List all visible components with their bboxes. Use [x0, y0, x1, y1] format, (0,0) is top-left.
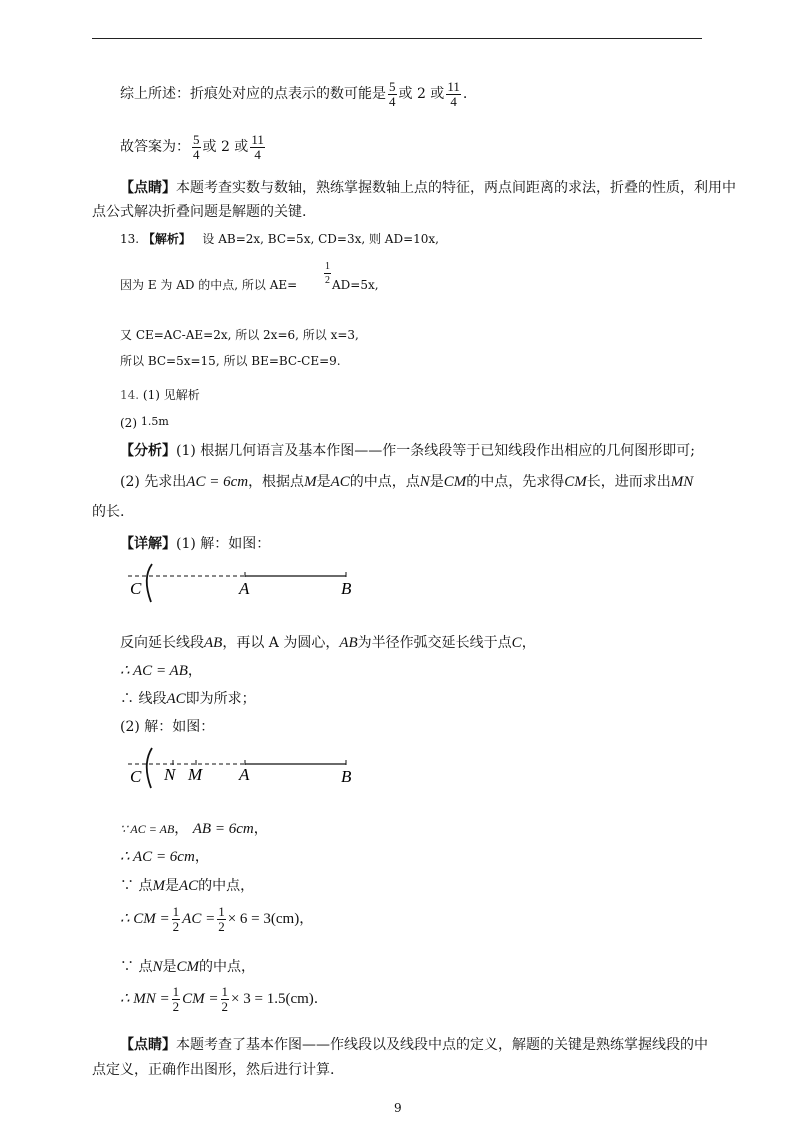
label-c: C [130, 767, 142, 786]
q14-therefore2: ∴ 线段AC即为所求； [120, 691, 256, 707]
q13-line1: 13. 【解析】 设 AB=2x, BC=5x, CD=3x, 则 AD=10x, [120, 232, 439, 246]
label-a: A [239, 765, 250, 784]
fraction: $\frac{1}{2}$ [218, 904, 225, 934]
q14-because1: ∵ AC = AB， AB = 6cm， [120, 821, 268, 837]
q13-line2b: AD=5x, [332, 278, 379, 292]
q14-analysis3: 的长. [92, 504, 125, 520]
fraction: $\frac{11}{4}$ [447, 79, 460, 109]
compass-arc [147, 564, 152, 602]
q13-line3: 又 CE=AC-AE=2x, 所以 2x=6, 所以 x=3, [120, 328, 359, 342]
label-m: M [188, 765, 203, 784]
figure-1 [120, 560, 380, 606]
fraction: $\frac{5}{4}$ [193, 132, 200, 162]
q14-detail1: 【详解】(1) 解：如图： [120, 536, 271, 552]
q14-answer1: 14. (1) 见解析 [120, 388, 200, 402]
label-n: N [164, 765, 176, 784]
q14-because3: ∵ 点N是CM的中点， [120, 959, 255, 975]
q14-analysis1: 【分析】(1) 根据几何语言及基本作图——作一条线段等于已知线段作出相应的几何图形即可; [120, 443, 695, 459]
answer-line: 故答案为： $\frac{5}{4}$ 或 2 或 $\frac{11}{4}$ [120, 132, 264, 162]
q14-comment2: 点定义，正确作出图形，然后进行计算. [92, 1062, 335, 1078]
comment-12-line2: 点公式解决折叠问题是解题的关键. [92, 204, 307, 220]
q14-comment1: 【点睛】本题考查了基本作图——作线段以及线段中点的定义，解题的关键是熟练掌握线段的中 [120, 1037, 708, 1053]
q14-answer2: (2) 1.5m [120, 415, 169, 430]
q14-because2: ∵ 点M是AC的中点， [120, 878, 255, 894]
fraction: $\frac{1}{2}$ [172, 904, 180, 934]
header-rule [92, 38, 702, 39]
summary-line: 综上所述：折痕处对应的点表示的数可能是 $\frac{5}{4}$ 或 2 或 $\frac{11}{4}$ . [120, 79, 468, 109]
q13-line4: 所以 BC=5x=15, 所以 BE=BC-CE=9. [120, 354, 341, 368]
fraction: $\frac{11}{4}$ [251, 132, 264, 162]
label-b: B [341, 767, 352, 786]
q14-therefore3: ∴ AC = 6cm， [120, 849, 209, 865]
comment-12-line1: 【点睛】本题考查实数与数轴，熟练掌握数轴上点的特征，两点间距离的求法，折叠的性质，利用中 [120, 180, 736, 196]
q14-analysis2: (2) 先求出AC = 6cm，根据点M是AC的中点，点N是CM的中点，先求得CM长，进而求出MN [120, 474, 694, 490]
q13-line2a: 因为 E 为 AD 的中点, 所以 AE= [120, 278, 298, 292]
label-c: C [130, 579, 142, 598]
figure-2 [120, 744, 380, 790]
q14-equation2: ∴ MN = $\frac{1}{2}$ CM = $\frac{1}{2}$ × 3 = 1.5(cm). [120, 984, 319, 1014]
q14-therefore1: ∴ AC = AB， [120, 663, 202, 679]
fraction-bar [324, 273, 331, 274]
q13-half-num: 1 [325, 261, 330, 272]
q14-step1: 反向延长线段AB，再以 A 为圆心，AB为半径作弧交延长线于点C， [120, 635, 536, 651]
page-number: 9 [394, 1101, 402, 1115]
fraction: $\frac{5}{4}$ [389, 79, 396, 109]
fraction: $\frac{1}{2}$ [221, 984, 229, 1014]
q14-detail2: (2) 解：如图： [120, 719, 215, 735]
label-b: B [341, 579, 352, 598]
q13-half-den: 2 [325, 275, 330, 286]
fraction: $\frac{1}{2}$ [172, 984, 180, 1014]
q14-equation1: ∴ CM = $\frac{1}{2}$ AC = $\frac{1}{2}$ × 6 = 3(cm)， [120, 904, 314, 934]
summary-text: 综上所述：折痕处对应的点表示的数可能是 [120, 86, 386, 103]
compass-arc [147, 748, 152, 788]
label-a: A [239, 579, 250, 598]
